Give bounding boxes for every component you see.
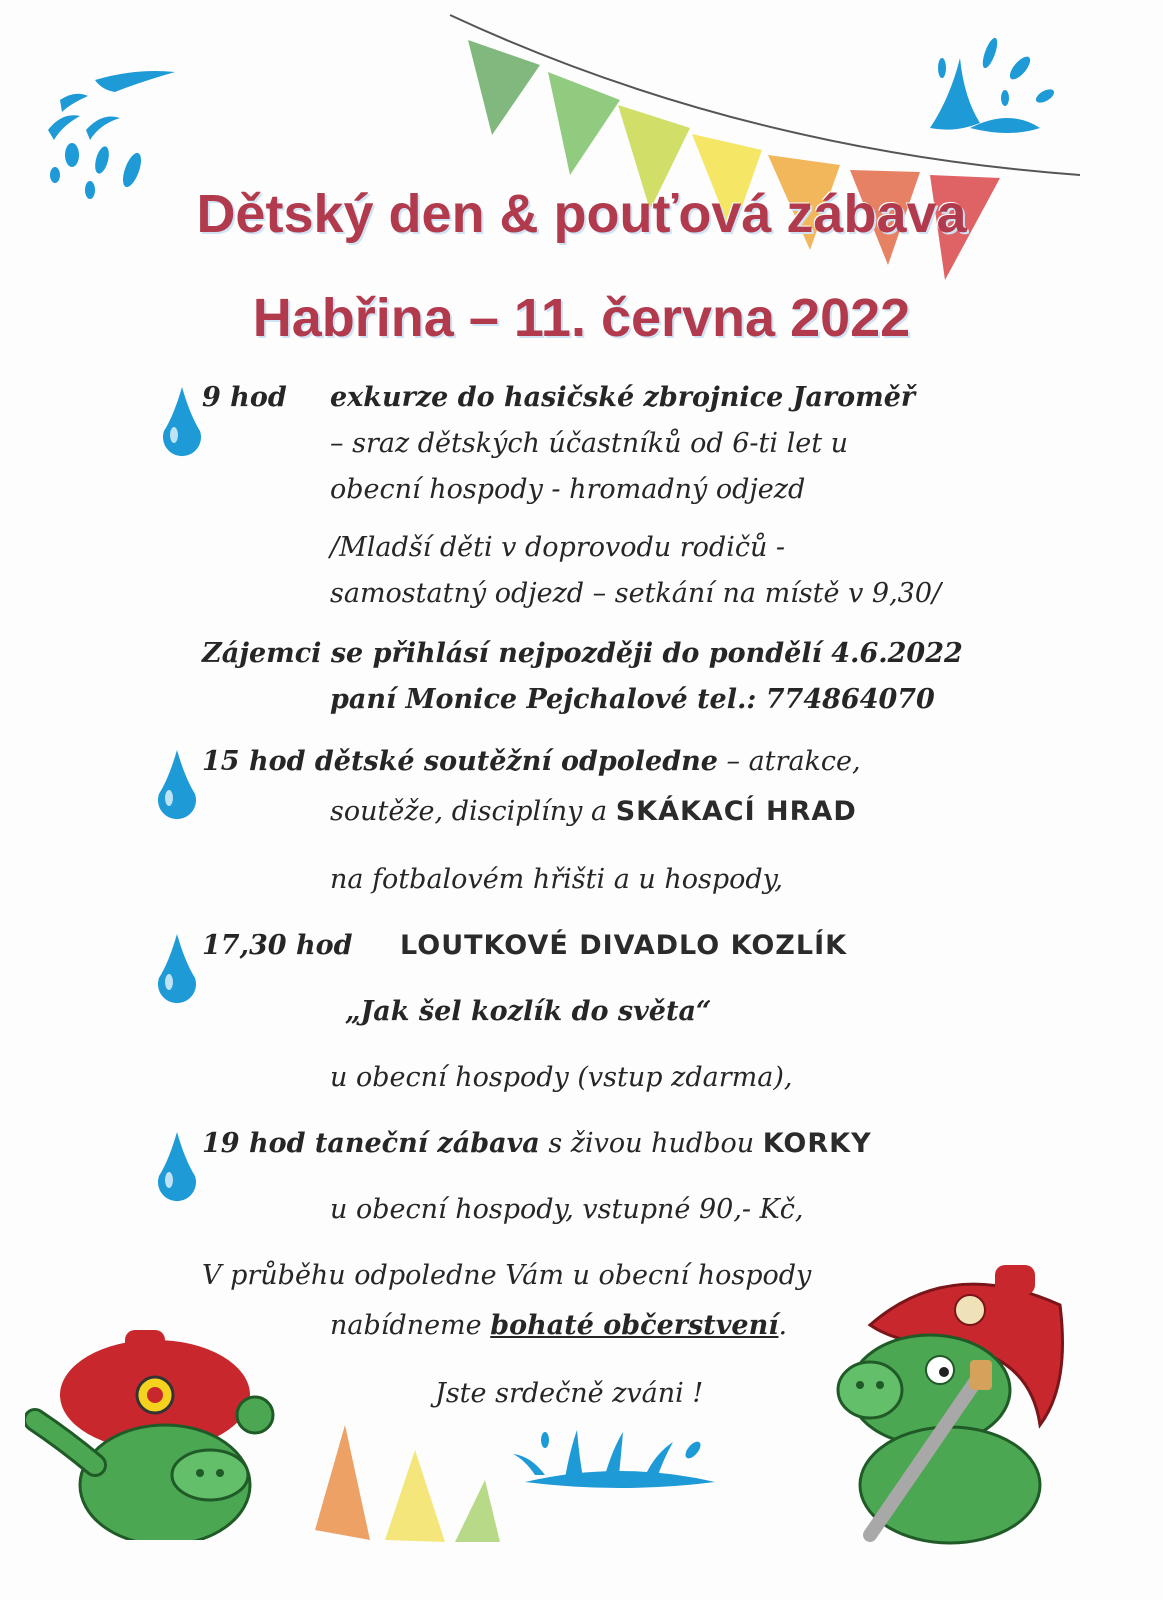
event4-heading [202, 1128, 872, 1159]
water-drop-icon [155, 748, 199, 822]
event2-detail [330, 796, 857, 827]
closing-offer-end: . [778, 1310, 788, 1341]
event2-attraction: SKÁKACÍ HRAD [615, 796, 857, 827]
event3-play: „Jak šel kozlík do světa“ [345, 996, 712, 1027]
event1-detail: /Mladší děti v doprovodu rodičů - [330, 532, 786, 563]
closing-offer [330, 1310, 787, 1341]
closing-offer-start: nabídneme [330, 1310, 491, 1341]
registration-contact: paní Monice Pejchalové tel.: 774864070 [330, 684, 935, 715]
page-title: Dětský den & pouťová zábava [196, 184, 967, 244]
event1-time: 9 hod [202, 382, 287, 413]
water-drop-icon [155, 932, 199, 1006]
event2-line2-start: soutěže, disciplíny a [330, 796, 616, 827]
event3-time: 17,30 hod [202, 930, 353, 961]
event2-time-title: 15 hod dětské soutěžní odpoledne [202, 746, 718, 777]
closing-text: V průběhu odpoledne Vám u obecní hospody [202, 1260, 812, 1291]
event1-detail: – sraz dětských účastníků od 6-ti let u [330, 428, 849, 459]
water-splash-icon [505, 1420, 735, 1495]
event4-time-title: 19 hod taneční zábava [202, 1128, 540, 1159]
event2-rest: – atrakce, [717, 746, 861, 777]
event4-band: KORKY [762, 1128, 872, 1159]
event3-place: u obecní hospody (vstup zdarma), [330, 1062, 793, 1093]
closing-offer-bold: bohaté občerstvení [490, 1310, 779, 1341]
registration-info: Zájemci se přihlásí nejpozději do pondělí 4.6.2022 [202, 638, 963, 669]
water-drop-icon [160, 385, 204, 459]
event1-detail: obecní hospody - hromadný odjezd [330, 474, 806, 505]
event4-middle: s živou hudbou [539, 1128, 763, 1159]
page-subtitle: Habřina – 11. června 2022 [252, 288, 911, 348]
dragon-firefighter-icon [25, 1325, 285, 1540]
bunting-flags-icon [285, 1420, 505, 1545]
event2-heading [202, 746, 861, 777]
dragon-firefighter-icon [830, 1265, 1090, 1545]
closing-invite: Jste srdečně zváni ! [435, 1378, 704, 1409]
water-drop-icon [155, 1130, 199, 1204]
event2-place: na fotbalovém hřišti a u hospody, [330, 864, 783, 895]
event1-detail: samostatný odjezd – setkání na místě v 9,30/ [330, 578, 942, 609]
event3-title: LOUTKOVÉ DIVADLO KOZLÍK [400, 930, 848, 961]
event4-place: u obecní hospody, vstupné 90,- Kč, [330, 1194, 804, 1225]
event1-title: exkurze do hasičské zbrojnice Jaroměř [330, 382, 916, 413]
